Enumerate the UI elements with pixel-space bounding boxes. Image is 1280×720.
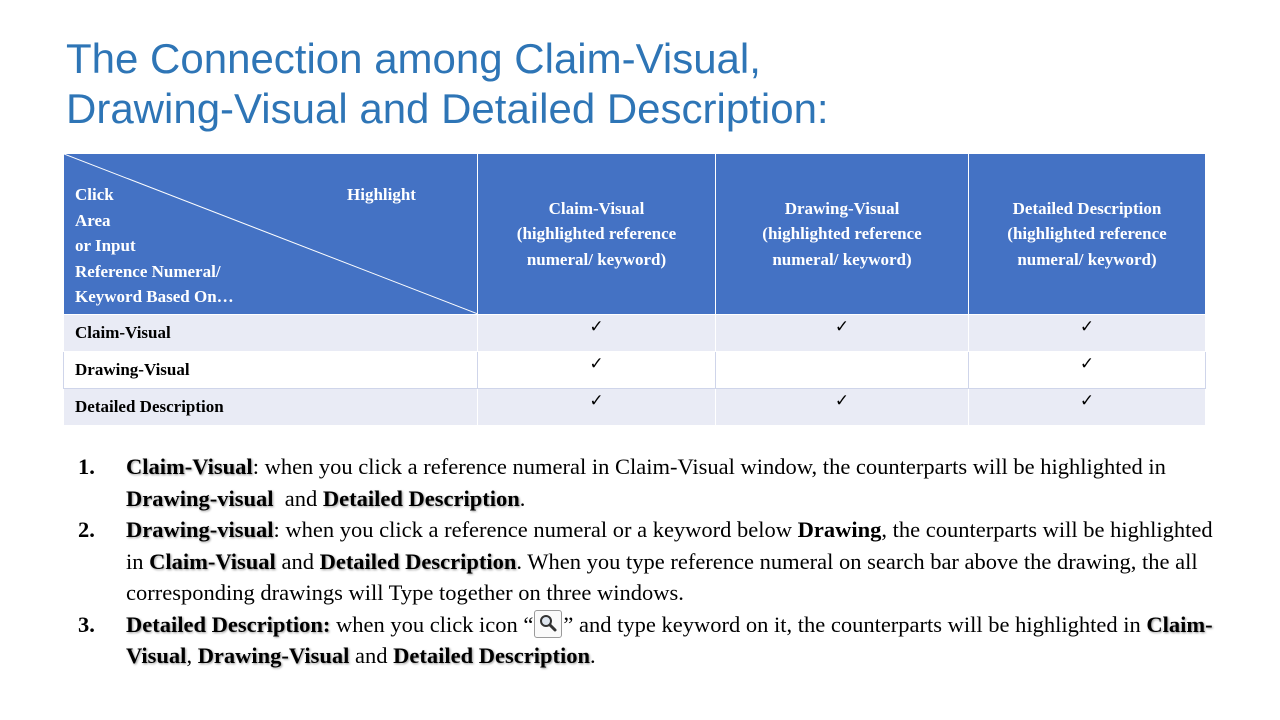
check-mark-cell: ✓	[969, 315, 1206, 352]
list-item	[78, 514, 1228, 609]
note-text: and	[273, 485, 323, 511]
corner-header-cell	[64, 154, 478, 315]
note-text: ,	[186, 643, 198, 668]
note-text: . When you type reference numeral on search bar above the drawing, the all corresponding drawings will Type together on three windows.	[126, 548, 1198, 605]
note-emphasis: Drawing	[797, 517, 882, 542]
note-emphasis: Detailed Description	[322, 485, 520, 511]
column-header-line: numeral/ keyword)	[1017, 249, 1157, 269]
column-header-line: Drawing-Visual	[784, 198, 900, 218]
page-title	[66, 34, 829, 134]
corner-line: Click	[75, 185, 114, 204]
check-mark-cell: ✓	[478, 389, 716, 426]
magnifier-icon	[534, 610, 562, 638]
check-mark-cell: ✓	[716, 389, 969, 426]
note-text: ” and type keyword on it, the counterparts will be highlighted in	[563, 611, 1147, 637]
note-emphasis: Drawing-Visual	[197, 643, 350, 668]
corner-line: Area	[75, 210, 111, 230]
list-item	[78, 609, 1228, 672]
corner-line: Keyword Based On…	[75, 287, 234, 306]
check-mark-cell: ✓	[716, 315, 969, 352]
note-term: Claim-Visual	[126, 454, 253, 479]
check-mark-cell	[716, 352, 969, 389]
notes-list	[78, 451, 1228, 672]
column-header-line: Claim-Visual	[548, 198, 645, 218]
table-header-row	[64, 154, 1206, 315]
note-emphasis: Detailed Description	[319, 548, 517, 574]
column-header-line: (highlighted reference	[1007, 224, 1167, 244]
note-text: , the counterparts will be highlighted in	[126, 517, 1213, 574]
table-row	[64, 315, 1206, 352]
corner-line: Reference Numeral/	[75, 261, 221, 281]
note-term: Drawing-visual	[126, 517, 274, 542]
row-label: Detailed Description	[64, 389, 478, 426]
note-emphasis: Drawing-visual	[126, 485, 274, 511]
note-text: .	[589, 643, 596, 668]
list-number: 3.	[78, 611, 95, 637]
note-text: : when you click a reference numeral or a keyword below	[273, 517, 798, 542]
note-emphasis: Claim-Visual	[149, 548, 276, 574]
corner-row-axis-label	[75, 182, 234, 310]
column-header-line: (highlighted reference	[516, 224, 677, 244]
check-mark-cell: ✓	[478, 352, 716, 389]
column-header-detailed-description	[969, 154, 1206, 315]
corner-column-axis-label: Highlight	[347, 185, 416, 204]
note-text: : when you click a reference numeral in Claim-Visual window, the counterparts will be highlighted in	[252, 454, 1166, 479]
note-term: Detailed Description:	[126, 611, 331, 637]
column-header-claim-visual	[478, 154, 716, 315]
column-header-line: Detailed Description	[1012, 198, 1162, 218]
column-header-line: numeral/ keyword)	[772, 249, 912, 269]
note-text: when you click icon “	[330, 611, 534, 637]
row-label: Claim-Visual	[64, 315, 478, 352]
corner-line: or Input	[75, 236, 136, 255]
note-text: and	[349, 643, 394, 668]
check-mark-cell: ✓	[969, 352, 1206, 389]
table-row	[64, 389, 1206, 426]
note-emphasis: Claim-Visual	[126, 611, 1213, 668]
row-label: Drawing-Visual	[64, 352, 478, 389]
column-header-line: (highlighted reference	[762, 224, 922, 244]
note-text: and	[275, 548, 320, 574]
column-header-drawing-visual	[716, 154, 969, 315]
list-number: 2.	[78, 517, 95, 542]
table-row	[64, 352, 1206, 389]
column-header-line: numeral/ keyword)	[526, 249, 667, 269]
note-emphasis: Detailed Description	[393, 643, 590, 668]
note-text: .	[519, 485, 526, 511]
list-item	[78, 451, 1228, 514]
connection-table	[63, 153, 1206, 426]
check-mark-cell: ✓	[478, 315, 716, 352]
list-number: 1.	[78, 454, 95, 479]
title-line-1: The Connection among Claim-Visual,	[66, 35, 761, 82]
title-line-2: Drawing-Visual and Detailed Description:	[66, 85, 829, 132]
check-mark-cell: ✓	[969, 389, 1206, 426]
